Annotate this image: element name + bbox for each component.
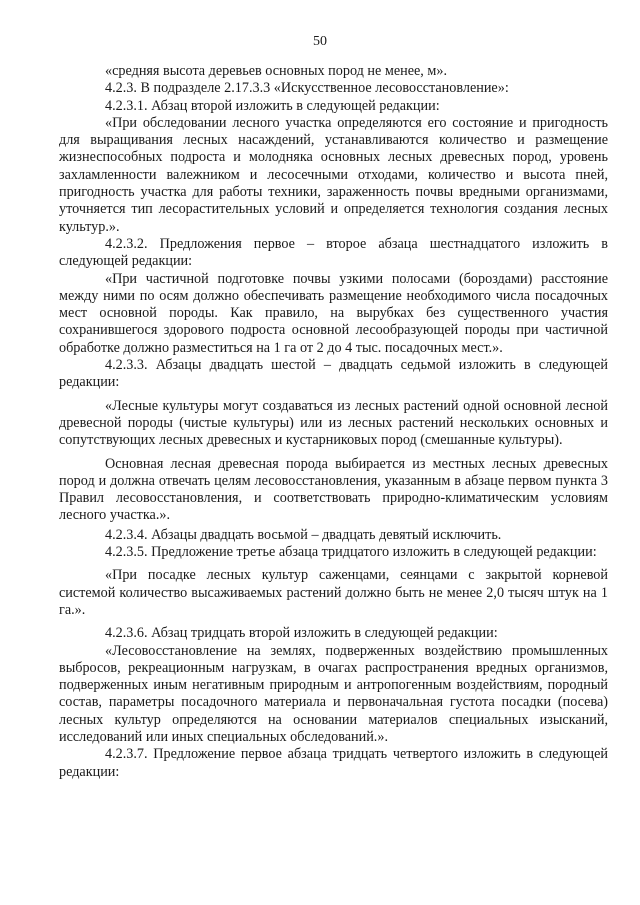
paragraph: «При посадке лесных культур саженцами, сеянцами с закрытой корневой системой количество высаживаемых растений должно быть не менее 2,0 тысяч штук на 1 га.». [59, 567, 608, 618]
paragraph: «Лесные культуры могут создаваться из лесных растений одной основной лесной древесной породы (чистые культуры) или из лесных растений нескольких основных и сопутствующих лесных древесных и кустарниковых пород (смешанные культуры). [59, 397, 608, 449]
paragraph: 4.2.3. В подразделе 2.17.3.3 «Искусственное лесовосстановление»: [105, 80, 509, 97]
paragraph: «При обследовании лесного участка определяются его состояние и пригодность для выращивания лесных насаждений, устанавливаются количество и размещение жизнеспособных подроста и молодняка основных лесных древесных пород, уровень захламленности валежником и лесосечными отходами, количество и высота пней, пригодность участка для работы техники, зараженность почвы вредными организмами, уточняется тип лесорастительных условий и определяется технология создания лесных культур.». [59, 114, 608, 235]
paragraph: «При частичной подготовке почвы узкими полосами (бороздами) расстояние между ними по осям должно обеспечивать размещение необходимого числа посадочных мест основной породы. Как правило, на вырубках без существенного участия сохранившегося здорового подроста основной лесообразующей породы при частичной обработке должно разместиться на 1 га от 2 до 4 тыс. посадочных мест.». [59, 270, 608, 356]
page-number: 50 [313, 34, 327, 49]
paragraph: Основная лесная древесная порода выбирается из местных лесных древесных пород и должна отвечать целям лесовосстановления, указанным в абзаце первом пункта 3 Правил лесовосстановления, и соответствовать природно-климатическим условиям лесного участка.». [59, 455, 608, 524]
paragraph: 4.2.3.6. Абзац тридцать второй изложить в следующей редакции: [105, 625, 498, 642]
paragraph: 4.2.3.5. Предложение третье абзаца тридцатого изложить в следующей редакции: [105, 544, 597, 561]
paragraph: 4.2.3.2. Предложения первое – второе абзаца шестнадцатого изложить в следующей редакции: [59, 235, 608, 270]
paragraph: 4.2.3.4. Абзацы двадцать восьмой – двадцать девятый исключить. [105, 526, 502, 543]
paragraph: «средняя высота деревьев основных пород не менее, м». [105, 63, 448, 79]
document-body [59, 63, 608, 781]
paragraph: 4.2.3.7. Предложение первое абзаца тридцать четвертого изложить в следующей редакции: [59, 746, 608, 780]
paragraph: 4.2.3.3. Абзацы двадцать шестой – двадцать седьмой изложить в следующей редакции: [59, 357, 608, 391]
paragraph: 4.2.3.1. Абзац второй изложить в следующей редакции: [105, 97, 440, 114]
paragraph: «Лесовосстановление на землях, подверженных воздействию промышленных выбросов, рекреационным нагрузкам, в очагах распространения вредных организмов, подверженных иным негативным природным и антропогенным воздействиям, породный состав, параметры посадочного материала и первоначальная густота посадки (посева) лесных культур определяются на основании материалов специальных изысканий, исследований или иных специальных обследований.». [59, 642, 608, 745]
